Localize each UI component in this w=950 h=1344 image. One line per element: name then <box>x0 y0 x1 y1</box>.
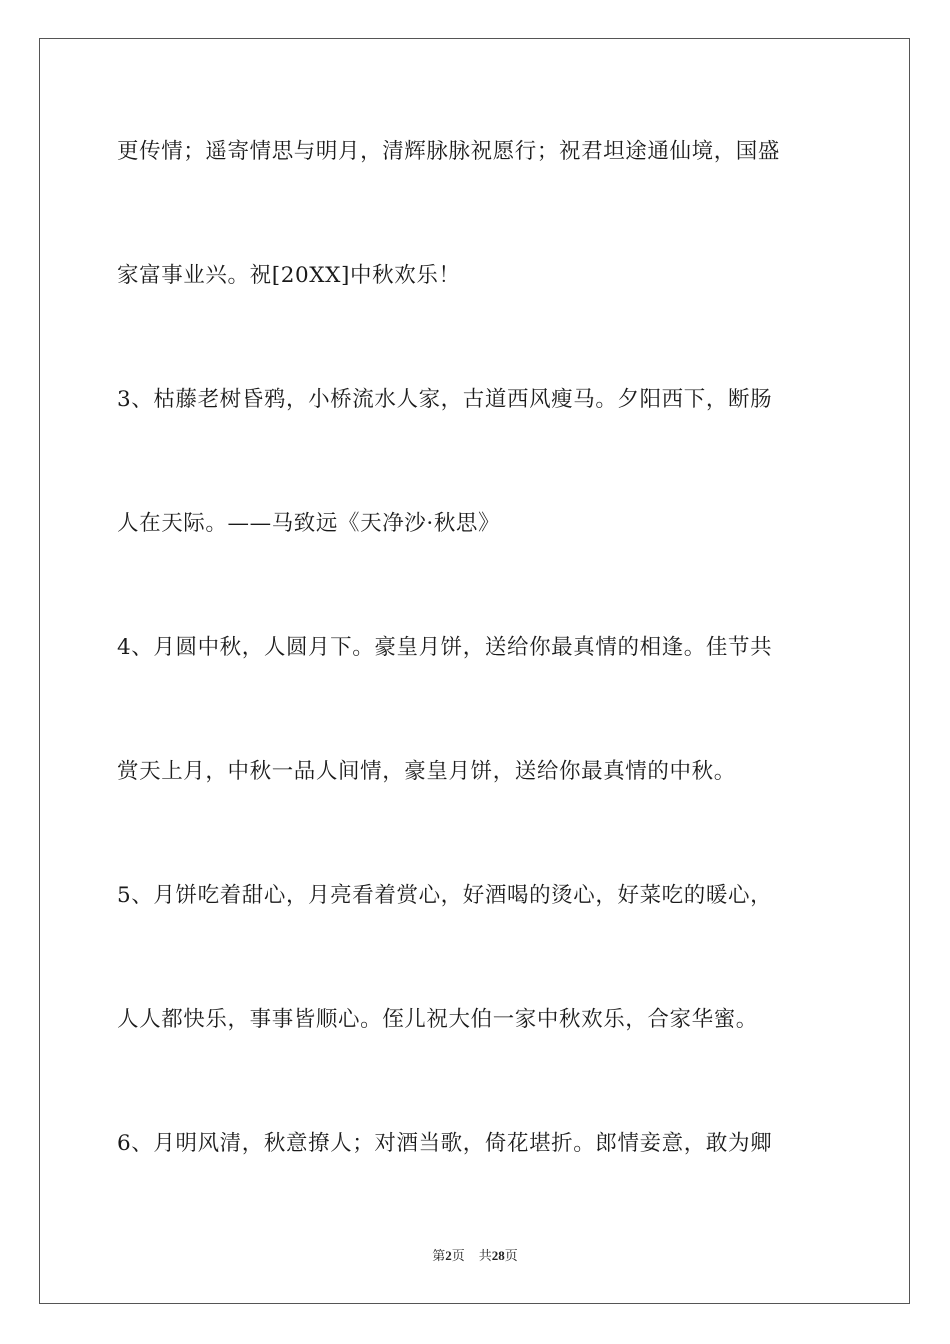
total-suffix: 页 <box>504 1249 518 1264</box>
page-suffix: 页 <box>451 1249 465 1264</box>
page-prefix: 第 <box>432 1249 446 1264</box>
text-line: 更传情；遥寄情思与明月，清辉脉脉祝愿行；祝君坦途通仙境，国盛 <box>117 139 781 164</box>
text-line: 人在天际。——马致远《天净沙·秋思》 <box>117 511 501 536</box>
page-border <box>39 38 910 1304</box>
text-line: 4、月圆中秋，人圆月下。豪皇月饼，送给你最真情的相逢。佳节共 <box>117 635 773 660</box>
text-line: 6、月明风清，秋意撩人；对酒当歌，倚花堪折。郎情妾意，敢为卿 <box>117 1131 773 1156</box>
page-footer <box>0 1247 950 1266</box>
page-number: 2 <box>445 1248 452 1263</box>
total-prefix: 共 <box>478 1249 492 1264</box>
text-line: 赏天上月，中秋一品人间情，豪皇月饼，送给你最真情的中秋。 <box>117 759 736 784</box>
text-line: 家富事业兴。祝[20XX]中秋欢乐！ <box>117 263 461 288</box>
total-pages: 28 <box>491 1248 505 1263</box>
text-line: 3、枯藤老树昏鸦，小桥流水人家，古道西风瘦马。夕阳西下，断肠 <box>117 387 773 412</box>
text-line: 人人都快乐，事事皆顺心。侄儿祝大伯一家中秋欢乐，合家华蜜。 <box>117 1007 758 1032</box>
text-line: 5、月饼吃着甜心，月亮看着赏心，好酒喝的烫心，好菜吃的暖心， <box>117 883 773 908</box>
